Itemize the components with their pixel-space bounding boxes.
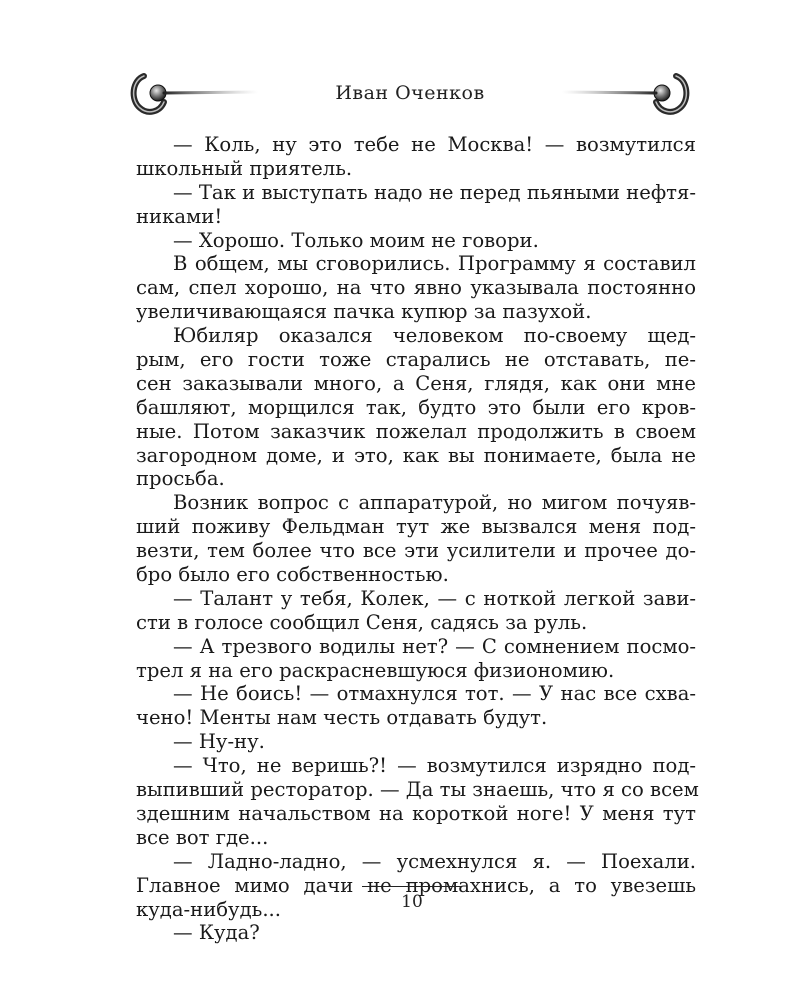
text-line: сти в голосе сообщил Сеня, садясь за руль. [136, 610, 588, 634]
text-line: бро было его собственностью. [136, 563, 449, 587]
text-line: увеличивающаяся пачка купюр за пазухой. [136, 300, 592, 324]
text-line: рым, его гости тоже старались не отставать, пе- [136, 348, 696, 372]
text-line: везти, тем более что все эти усилители и прочее до- [136, 539, 696, 563]
folio-rule [362, 886, 462, 887]
text-line: — А трезвого водилы нет? — С сомнением посмо- [173, 634, 696, 658]
text-line: — Ладно-ладно, — усмехнулся я. — Поехали. [173, 849, 696, 873]
text-line: — Так и выступать надо не перед пьяными нефтя- [173, 180, 696, 204]
text-line: загородном доме, и это, как вы понимаете, была не [136, 443, 696, 467]
text-line: Главное мимо дачи не промахнись, а то увезешь [136, 873, 696, 897]
text-line: куда-нибудь... [136, 897, 282, 921]
text-line: никами! [136, 204, 223, 228]
text-line: просьба. [136, 467, 225, 491]
text-line: сен заказывали много, а Сеня, глядя, как они мне [136, 371, 696, 395]
body-text [136, 133, 699, 945]
text-line: трел я на его раскрасневшуюся физиономию. [136, 658, 615, 682]
text-line: башляют, морщился так, будто это были его кров- [136, 395, 696, 419]
text-line: ные. Потом заказчик пожелал продолжить в своем [136, 419, 696, 443]
page-number: 10 [401, 892, 423, 912]
text-line: все вот где... [136, 825, 269, 849]
text-line: — Коль, ну это тебе не Москва! — возмутился [173, 133, 696, 156]
text-line: выпивший ресторатор. — Да ты знаешь, что я со всем [136, 778, 699, 802]
text-line: В общем, мы сговорились. Программу я составил [173, 252, 696, 276]
text-line: школьный приятель. [136, 156, 353, 180]
text-line: — Ну-ну. [173, 730, 265, 754]
text-line: — Не боись! — отмахнулся тот. — У нас все схва- [173, 682, 696, 706]
text-line: сам, спел хорошо, на что явно указывала постоянно [136, 276, 696, 300]
text-line: — Что, не веришь?! — возмутился изрядно под- [173, 754, 696, 778]
text-line: — Талант у тебя, Колек, — с ноткой легкой зави- [173, 586, 696, 610]
page-header [130, 68, 690, 118]
text-line: чено! Менты нам честь отдавать будут. [136, 706, 548, 730]
text-line: — Куда? [173, 921, 260, 945]
text-line: ший поживу Фельдман тут же вызвался меня под- [136, 515, 696, 539]
right-swirl-ornament-icon [560, 68, 690, 118]
text-line: Юбиляр оказался человеком по-своему щед- [173, 324, 696, 348]
text-line: Возник вопрос с аппаратурой, но мигом почуяв- [173, 491, 696, 515]
running-head-author: Иван Оченков [335, 82, 485, 104]
text-line: — Хорошо. Только моим не говори. [173, 228, 539, 252]
text-line: здешним начальством на короткой ноге! У меня тут [136, 801, 696, 825]
